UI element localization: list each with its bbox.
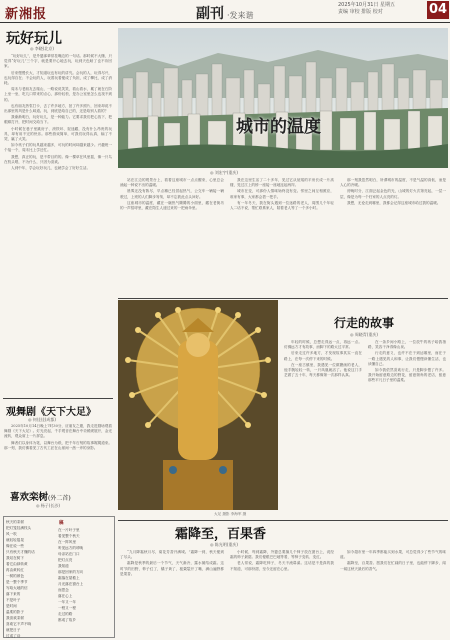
poem-line: 风一吹 [6, 532, 17, 536]
page-header [0, 0, 450, 23]
poem-line: 看它由绿转黄 [6, 562, 28, 566]
poem-line: 就轻轻摇晃 [6, 538, 24, 542]
paragraph: 在一条乡间小路上，一位放牛的孩子给我指路，笑容干净得像山泉。 [368, 340, 446, 350]
divider [118, 520, 448, 521]
byline-frost: ◎ 陈光明(重庆) [210, 542, 238, 547]
article-title-frost: 霜降至，百果香 [175, 527, 267, 542]
poem-category: 稿 [59, 521, 64, 526]
article-title-story: 行走的故事 [334, 316, 395, 330]
paragraph: 那一刻我忽然明白，所谓城市的温度，不是气温的高低，而是人心的冷暖。 [340, 178, 446, 188]
paragraph: 城市在变，可那份人情味始终没有变。邻里之间互相照应，谁家有事，大家都会搭一把手。 [230, 189, 334, 199]
byline-play: ◎ 李晓(北京) [30, 46, 54, 51]
poem-line: 都成了故乡 [58, 618, 76, 622]
poem-line: 而思念 [58, 588, 69, 592]
paragraph: 傍晚时分，江面泛起金色的光，山城的灯火次第亮起，一层一层，像是为每一个归家的人点亮的灯。 [340, 189, 446, 199]
date: 2025年10月31日 星期五 [338, 2, 396, 8]
article-body-frost-2 [230, 550, 334, 638]
paragraph: 我想，真正的玩，是不带目的的。像一棵草在风里摇，像一只鸟在枝头唱，不为什么，只因为喜欢。 [4, 154, 112, 164]
byline-story: ◎ 周晓青(重庆) [350, 332, 378, 337]
paragraph: 我在这里生活了二十多年，见过它从低矮的平房长成一片高楼，见过江上的桥一座接一座地连起两岸。 [230, 178, 334, 188]
poem-line: 落下来的 [6, 592, 21, 596]
paragraph: 我渐渐明白，玩好玩儿，是一种能力。它要求我们把心放下，把眼睛打开，把时间交给当下。 [4, 115, 112, 125]
thousand-hand-guanyin-photo [118, 300, 278, 510]
article-body-frost-1 [120, 550, 224, 638]
paragraph: 年轻的时候，总想走得远一点，再远一点。仿佛远方才有故事，而脚下的路太过平常。 [284, 340, 362, 350]
poem-line: 我站在树下 [6, 556, 24, 560]
byline-opera: ◎ 何佳佳(成都) [28, 417, 56, 422]
poem-line: 过成了诗 [6, 634, 21, 638]
poem-line: 走过的路 [58, 612, 73, 616]
paragraph: 小时候，每到霜降，外婆总要摘几个柿子放在窗台上，说经霜的柿子最甜。我们便眼巴巴地等着，等柿子变软、变红。 [230, 550, 334, 560]
paragraph: 这座城市的温度，藏在一碗热气腾腾的小面里，藏在老街坊的一声招呼里，藏在陌生人递过来的一把雨伞里。 [120, 200, 224, 211]
paragraph: 如今我依然喜欢行走，只是脚步慢了许多。我开始留意路边的野花，留意街角的老店，留意那些平凡日子里的温柔。 [368, 368, 446, 383]
paragraph: 也有朋友热衷打卡，去了许多地方，拍了许多照片，回来却说不出那里的风是什么味道。玩，到底是给自己的，还是给别人看的？ [4, 103, 112, 114]
paragraph: 老人常说，霜降吃柿子，冬天不流鼻涕。这话是不是真的我不知道，可那份甜，至今还留在心里。 [230, 561, 334, 571]
article-body-city-3 [340, 178, 446, 296]
article-title-opera: 观舞剧《天下大足》 [6, 407, 96, 418]
section-title: 副刊 ·发来谐 [196, 6, 254, 22]
poem-line: 再由黄转红 [6, 568, 24, 572]
article-body-play [4, 54, 112, 254]
section-subtitle: ·发来谐 [227, 11, 254, 20]
poem-line: 是时间 [6, 604, 17, 608]
dateline [338, 2, 424, 16]
paragraph: 如今超市里一年四季都能买到水果，可总觉得少了些节气的味道。 [340, 550, 446, 560]
poem-line: 只有秋天才懂的话 [6, 550, 35, 554]
article-body-city-2 [230, 178, 334, 296]
poem-line: 在一阵风里 [58, 540, 76, 544]
photo-caption: 大足 摄影 李海军 摄 [214, 512, 247, 516]
article-body-story-2 [368, 340, 446, 512]
article-title-city: 城市的温度 [236, 117, 321, 137]
paragraph: 2025年10月14日晚上7时30分，应朋友之邀，我走进剧场观看舞剧《天下大足》。灯光亮起，千手观音在舞台中央缓缓展开，金光流转，观众席上一片屏息。 [4, 424, 112, 439]
poem-line: 我知道 [58, 564, 69, 568]
poem-line: 把灯笼挂满枝头 [6, 526, 32, 530]
page-number: 04 [428, 2, 448, 17]
poem-line: 在一片叶子里 [58, 528, 80, 532]
poem-line: 一程又一程 [58, 606, 76, 610]
paragraph: 霜降是秋季的最后一个节气，天气渐冷，露水凝结成霜。这时节的田野，柿子红了，橘子黄了，板栗裂开了嘴，满山遍野都是果香。 [120, 561, 224, 576]
paragraph: 站在江边的观景台上，看着这座城市一点点醒来，心里总会涌起一种说不出的温暖。 [120, 178, 224, 188]
poem-line: 一年又一年 [58, 600, 76, 604]
article-body-opera [4, 424, 112, 484]
paragraph: 如今孩子们的玩具越来越多，可玩的时间却越来越少。兴趣班一个接一个，周末比上学还忙。 [4, 143, 112, 153]
poem-line: 就把日子 [6, 628, 21, 632]
masthead: 新湘报 [5, 7, 48, 22]
divider [3, 398, 113, 399]
divider [118, 298, 448, 299]
paragraph: 有一年冬天，我在街头遇到一位迷路的老人，周围几个年轻人二话不说，帮忙联系家人，陪着老人等了一个多小时。 [230, 200, 334, 211]
poem-line: 像在说一些 [6, 544, 24, 548]
poem-line: 写给大地的信 [6, 586, 28, 590]
paragraph: 后来慢慢长大，才知道玩也有玩的讲究。会玩的人，玩得尽兴，也玩得自在；不会玩的人，玩着玩着便成了负担，成了攀比，成了消耗。 [4, 70, 112, 86]
article-title-play: 玩好玩儿 [6, 31, 62, 47]
paragraph: 在一座古镇里，我遇见一位做糖画的老人，他手腕轻轻一转，一只凤凰就活了。他说这门手艺做了五十年，每天都像第一次那样认真。 [284, 362, 362, 378]
poem-line: 喜欢它不声不响 [6, 622, 32, 626]
paragraph: “九月降霜秋月尽，菊花芳香开满城。”霜降一到，秋天便到了尽头。 [120, 550, 224, 560]
poem-line: 看见整个秋天 [58, 534, 80, 538]
article-body-city-1 [120, 178, 224, 296]
paragraph: 周末与老朋友去爬山，一路说说笑笑，看山看水，累了就在石阶上坐一坐，吃几口带来的点心，那份轻松，是办公室里怎么也找不到的。 [4, 87, 112, 102]
byline-like: ◎ 杨子(长沙) [36, 503, 60, 508]
paragraph: 人到中年，学会玩好玩儿，也就学会了好好生活。 [11, 166, 91, 171]
article-body-story-1 [284, 340, 362, 512]
paragraph: 晨雾还没有散尽，早点摊已经冒起热气，公交车一辆接一辆驶过，上班的人们脚步匆匆，却不忘彼此点头问好。 [120, 189, 224, 199]
poem-line: 母亲站在门口 [58, 552, 80, 556]
poem-line: 把灯点亮 [58, 558, 73, 562]
article-title-like: 喜欢栾树(外二首) [10, 492, 71, 503]
poem-line: 我喜欢栾树 [6, 616, 24, 620]
paragraph: 后来走过许多地方，才发现故事其实一直在路上，在每一次停下来的时候。 [284, 351, 362, 361]
paragraph: “玩好玩儿”，是外婆那辈常挂嘴边的一句话。那时候不大懂，只觉得“好玩儿”三个字，就是要开心地去玩，玩到天色暗了也不肯回家。 [4, 54, 112, 69]
poem-line: 不是叶子 [6, 598, 21, 602]
poem-line: 月光落在窗台上 [58, 582, 84, 586]
poem-line: 落在心上 [58, 594, 73, 598]
article-body-frost-3 [340, 550, 446, 638]
paragraph: 行走的意义，也许不在于到达哪里，而在于一路上遇见的人和事，让我们慢慢读懂生活，也读懂自己。 [368, 351, 446, 366]
poem-line: 霜落在屋檐上 [58, 576, 80, 580]
poem-line: 那是回家的方向 [58, 570, 84, 574]
poem-line: 温柔的影子 [6, 610, 24, 614]
paragraph: 小时候在巷子里跳房子、滚铁环、捉迷藏，没有什么昂贵的玩具，却有用不完的快乐。那些游戏简单，可我们玩得认真，输了不哭，赢了大笑。 [4, 126, 112, 142]
editors: 责编 审校 排版 校对 [338, 9, 383, 15]
city-skyline-photo [118, 28, 448, 168]
poem-line: 一树的颜色 [6, 574, 24, 578]
poem-line: 是一整个季节 [6, 580, 28, 584]
poem-line: 秋天的栾树 [6, 520, 24, 524]
byline-city: ◎ 刘宏宇(重庆) [210, 170, 238, 175]
paragraph: 我想，无论走到哪里，我都会记得这座城市给过我的温暖。 [347, 200, 441, 205]
paragraph: 舞者们以身体为笔，以舞台为纸，把千年石刻的故事娓娓道来。那一刻，我仿佛看见了古代工匠在山崖间一凿一斧的身影。 [4, 440, 112, 450]
paragraph: 霜降至，百果香。愿我们在忙碌的日子里，也能停下脚步，闻一闻这秋天最后的香气。 [340, 561, 446, 571]
poem-line: 听见远方的呼唤 [58, 546, 84, 550]
